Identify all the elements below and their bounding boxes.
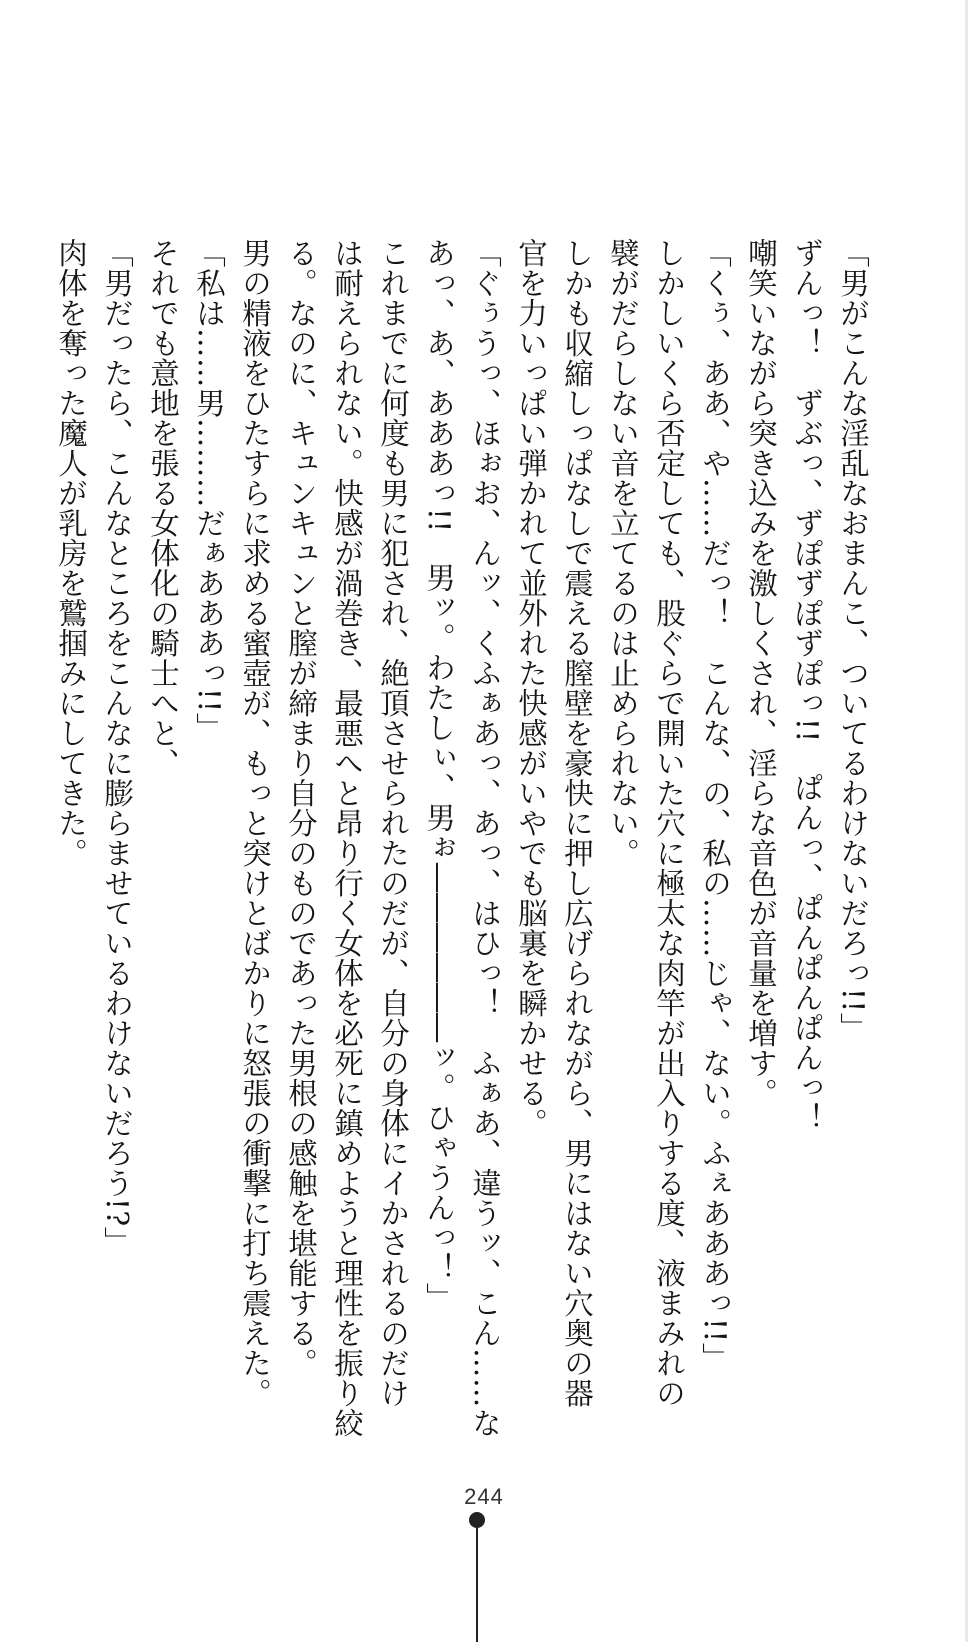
text-line: る。なのに、キュンキュンと膣が締まり自分のものであった男根の感触を堪能する。 — [284, 238, 318, 1378]
text-line: 肉体を奪った魔人が乳房を鷲掴みにしてきた。 — [54, 238, 88, 868]
text-line: 「男だったら、こんなところをこんなに膨らませているわけないだろう!?」 — [100, 238, 134, 1257]
page-marker-line — [476, 1526, 478, 1642]
page-number: 244 — [464, 1484, 504, 1509]
text-line: 「男がこんな淫乱なおまんこ、ついてるわけないだろっ!!」 — [836, 238, 870, 1043]
text-line: それでも意地を張る女体化の騎士へと、 — [146, 238, 180, 778]
text-line: ずんっ！ ずぶっ、ずぽずぽずぽっ!! ぱんっ、ぱんぱんぱんっ！ — [790, 238, 824, 1133]
text-line: 男の精液をひたすらに求める蜜壺が、もっと突けとばかりに怒張の衝撃に打ち震えた。 — [238, 238, 272, 1408]
text-line: は耐えられない。快感が渦巻き、最悪へと昂り行く女体を必死に鎮めようと理性を振り絞 — [330, 238, 364, 1438]
text-line: あっ、あ、あああっ!! 男ッ。わたしぃ、男ぉ――――――ッ。ひゃうんっ！」 — [422, 238, 456, 1313]
vertical-text-body — [54, 238, 876, 1468]
text-line: 「くぅ、ああ、や……だっ！ こんな、の、私の……じゃ、ない。ふぇあああっ!!」 — [698, 238, 732, 1373]
text-line: 「ぐぅうっ、ほぉお、んッ、くふぁあっ、あっ、はひっ！ ふぁあ、違うッ、こん……な — [468, 238, 502, 1438]
text-line: しかしいくら否定しても、股ぐらで開いた穴に極太な肉竿が出入りする度、液まみれの — [652, 238, 686, 1408]
text-line: これまでに何度も男に犯され、絶頂させられたのだが、自分の身体にイかされるのだけ — [376, 238, 410, 1408]
text-line: 官を力いっぱい弾かれて並外れた快感がいやでも脳裏を瞬かせる。 — [514, 238, 548, 1138]
text-line: 「私は……男………だぁあああっ!!」 — [192, 238, 226, 743]
text-line: 嘲笑いながら突き込みを激しくされ、淫らな音色が音量を増す。 — [744, 238, 778, 1108]
text-line: しかも収縮しっぱなしで震える膣壁を豪快に押し広げられながら、男にはない穴奥の器 — [560, 238, 594, 1408]
text-line: 襞がだらしない音を立てるのは止められない。 — [606, 238, 640, 868]
